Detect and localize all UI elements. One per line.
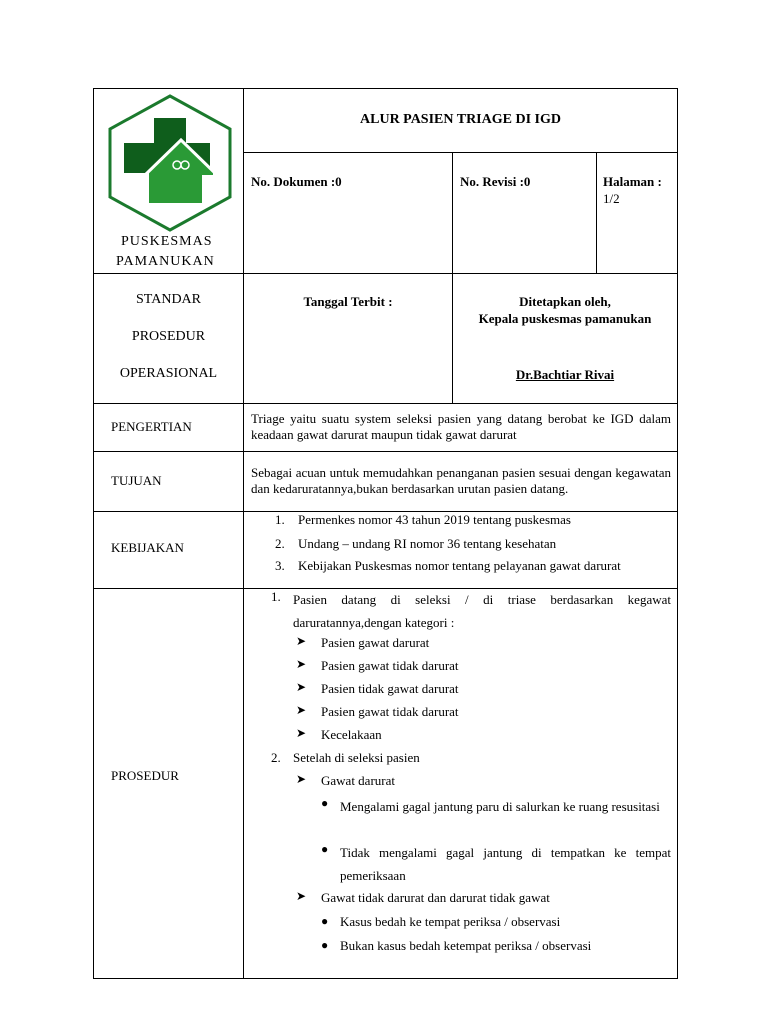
no-revisi: No. Revisi :0	[460, 174, 531, 189]
kategori-2: Pasien gawat tidak darurat	[321, 658, 459, 673]
sop-line1: STANDAR	[136, 292, 201, 307]
arrow-bullet: ➤	[296, 889, 307, 903]
kategori-1: Pasien gawat darurat	[321, 635, 430, 650]
sop-document-table	[93, 88, 678, 979]
sop-line3: OPERASIONAL	[119, 366, 218, 381]
puskesmas-logo	[106, 93, 234, 233]
arrow-bullet: ➤	[296, 772, 307, 786]
col-divider-main	[243, 89, 244, 978]
dot-bullet: ●	[321, 796, 329, 810]
kebijakan-num-1: 1.	[275, 512, 285, 527]
col-divider-halaman	[596, 153, 597, 273]
prosedur-label: PROSEDUR	[111, 768, 179, 783]
gtd-item-2: Bukan kasus bedah ketempat periksa / observasi	[340, 938, 592, 953]
prosedur-num-2: 2.	[271, 750, 281, 765]
org-name-line1: PUSKESMAS	[121, 234, 213, 249]
row-divider-pengertian	[94, 451, 677, 452]
prosedur-num-1: 1.	[271, 589, 281, 604]
row-divider-sop	[94, 403, 677, 404]
org-name-line2: PAMANUKAN	[116, 254, 215, 269]
arrow-bullet: ➤	[296, 726, 307, 740]
tujuan-text: Sebagai acuan untuk memudahkan penanganan pasien sesuai dengan kegawatan dan kedaruratannya,bukan berdasarkan urutan pasien datang.	[251, 465, 671, 496]
gawat-darurat-heading: Gawat darurat	[321, 773, 395, 788]
gawat-tidak-darurat-heading: Gawat tidak darurat dan darurat tidak gawat	[321, 890, 550, 905]
pengertian-label: PENGERTIAN	[111, 419, 192, 434]
sop-line2: PROSEDUR	[131, 329, 206, 344]
dot-bullet: ●	[321, 842, 329, 856]
jabatan-kepala: Kepala puskesmas pamanukan	[478, 311, 652, 326]
prosedur-step-2: Setelah di seleksi pasien	[293, 750, 420, 765]
arrow-bullet: ➤	[296, 703, 307, 717]
kebijakan-num-3: 3.	[275, 558, 285, 573]
kategori-4: Pasien gawat tidak darurat	[321, 704, 459, 719]
arrow-bullet: ➤	[296, 680, 307, 694]
gtd-item-1: Kasus bedah ke tempat periksa / observasi	[340, 914, 561, 929]
dot-bullet: ●	[321, 938, 329, 952]
halaman-label: Halaman :	[603, 174, 662, 189]
row-divider-header	[94, 273, 677, 274]
ditetapkan-oleh: Ditetapkan oleh,	[519, 294, 611, 309]
penandatangan-name: Dr.Bachtiar Rivai	[515, 367, 615, 382]
tanggal-terbit: Tanggal Terbit :	[303, 294, 393, 309]
kebijakan-item-2: Undang – undang RI nomor 36 tentang kesehatan	[298, 536, 557, 551]
prosedur-step-1: Pasien datang di seleksi / di triase berdasarkan kegawat daruratannya,dengan kategori :	[293, 592, 671, 630]
tujuan-label: TUJUAN	[111, 473, 162, 488]
halaman-value: 1/2	[603, 191, 620, 206]
row-divider-title	[244, 152, 677, 153]
no-dokumen: No. Dokumen :0	[251, 174, 342, 189]
pengertian-text: Triage yaitu suatu system seleksi pasien yang datang berobat ke IGD dalam keadaan gawat darurat maupun tidak gawat darurat	[251, 411, 671, 442]
gd-item-1: Mengalami gagal jantung paru di salurkan ke ruang resusitasi	[340, 799, 660, 814]
gd-item-2: Tidak mengalami gagal jantung di tempatkan ke tempat pemeriksaan	[340, 845, 671, 883]
arrow-bullet: ➤	[296, 657, 307, 671]
kebijakan-item-3: Kebijakan Puskesmas nomor tentang pelayanan gawat darurat	[298, 558, 621, 573]
kebijakan-label: KEBIJAKAN	[111, 540, 184, 555]
document-title: ALUR PASIEN TRIAGE DI IGD	[360, 112, 561, 127]
kebijakan-num-2: 2.	[275, 536, 285, 551]
dot-bullet: ●	[321, 914, 329, 928]
kategori-3: Pasien tidak gawat darurat	[321, 681, 459, 696]
arrow-bullet: ➤	[296, 634, 307, 648]
kebijakan-item-1: Permenkes nomor 43 tahun 2019 tentang puskesmas	[298, 512, 571, 527]
kategori-5: Kecelakaan	[321, 727, 382, 742]
